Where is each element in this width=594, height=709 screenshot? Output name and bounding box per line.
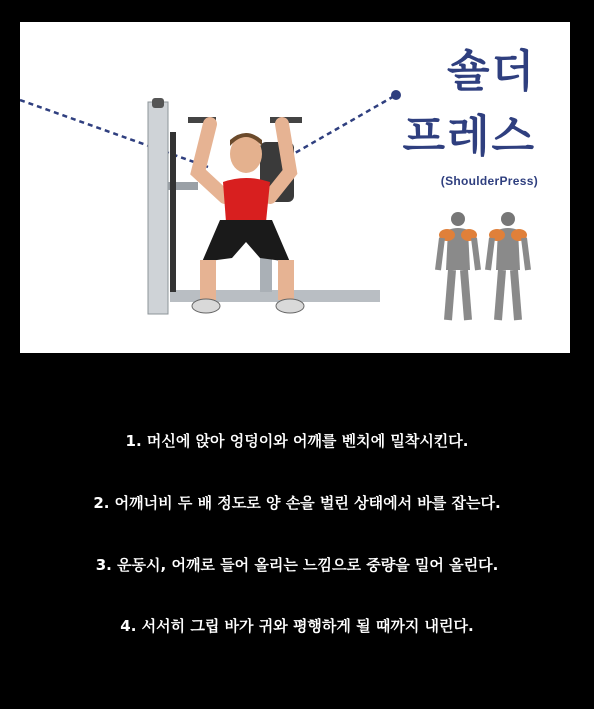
instruction-step-1: 1. 머신에 앉아 엉덩이와 어깨를 벤치에 밀착시킨다. — [125, 432, 469, 450]
athlete-figure — [192, 124, 304, 313]
title-line-1: 숄더 — [446, 46, 536, 97]
subtitle: (ShoulderPress) — [440, 174, 538, 188]
muscle-anatomy-front — [438, 212, 478, 320]
title-line-2: 프레스 — [402, 111, 536, 162]
muscle-anatomy-back — [488, 212, 528, 320]
pointer-dot — [391, 90, 401, 100]
instruction-step-4: 4. 서서히 그립 바가 귀와 평행하게 될 때까지 내린다. — [120, 617, 474, 635]
pointer-line-left — [20, 100, 208, 167]
exercise-card — [20, 22, 570, 353]
pointer-line-right — [288, 95, 396, 157]
instruction-step-2: 2. 어깨너비 두 배 정도로 양 손을 벌린 상태에서 바를 잡는다. — [93, 494, 501, 512]
instruction-step-3: 3. 운동시, 어깨로 들어 올리는 느낌으로 중량을 밀어 올린다. — [95, 556, 499, 574]
